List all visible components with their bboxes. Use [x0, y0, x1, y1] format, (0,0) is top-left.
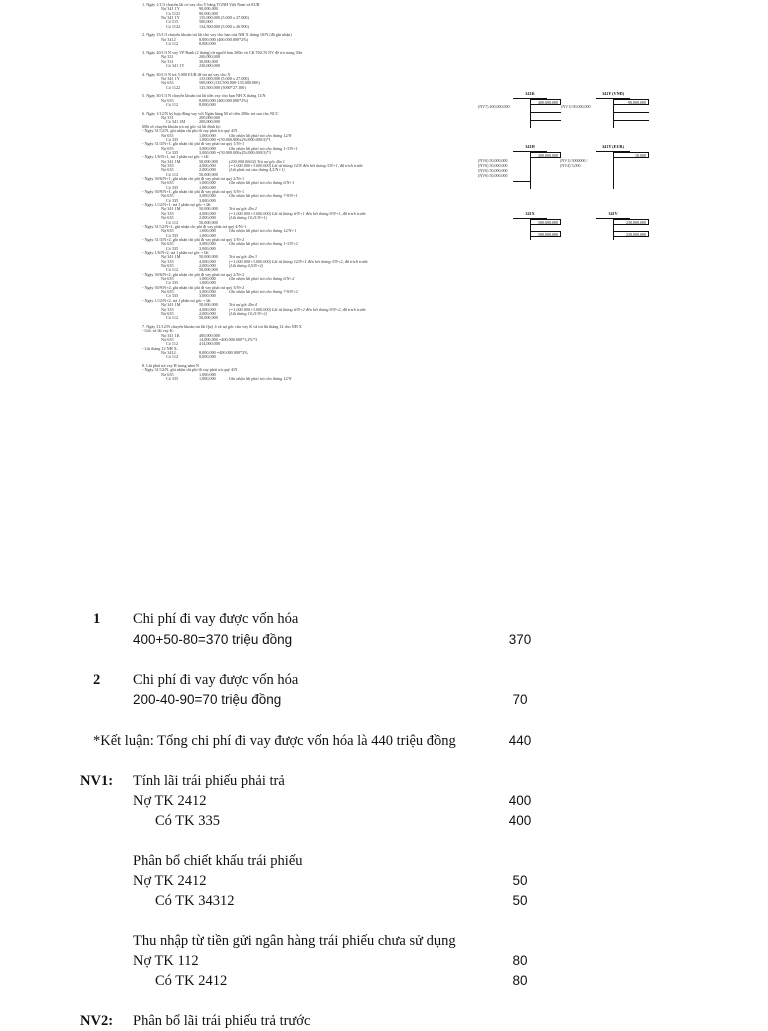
debit-account: Nợ TK 2412	[133, 873, 207, 889]
journal-comment: Trả nợ gốc lần 3	[229, 254, 257, 260]
journal-amount: 56,000,000	[199, 267, 218, 273]
journal-amount: 4,000,000	[199, 210, 216, 216]
journal-account: Có 335	[166, 184, 179, 190]
t-account-balance: 500,000,000	[530, 219, 561, 225]
journal-account: Có 335	[166, 245, 179, 251]
journal-account: - Ngày 31/12/N+1, ghi nhận chi phí đi vay phải trả quý 4/N+1	[142, 223, 247, 229]
journal-account: Có 112	[166, 315, 179, 321]
t-account-341y-eur	[596, 144, 646, 189]
journal-account: - Ngày 30/6/N+2, ghi nhận chi phí đi vay phải trả quý 2/N+2	[142, 271, 245, 277]
journal-account: 5. Ngày 30/1/3 N chuyển khoản trả lãi tiền vay cho bạn NH X tháng 11/N	[142, 93, 266, 99]
journal-amount: 1,000,000	[199, 280, 216, 286]
journal-amount: 90,000,000	[199, 6, 218, 12]
journal-amount: 50,000,000	[199, 254, 218, 260]
entry-title: Phân bổ lãi trái phiếu trả trước	[133, 1013, 311, 1029]
journal-comment: Trả nợ gốc lần 4	[229, 302, 257, 308]
journal-comment: Ghi nhận lãi phải trả cho tháng 1-3/N+2	[229, 241, 298, 247]
journal-comment: (=1.000.000+3.000.000) Lãi từ tháng 12/N+1 đến hết tháng 3/N+2, đã trích trước	[229, 258, 369, 264]
journal-amount: 3,000,000	[199, 241, 216, 247]
journal-account: 4. Ngày 30/1/3 N trả 5.000 EUR để trả nợ vay cho X	[142, 71, 231, 77]
journal-account: Có 112	[166, 41, 179, 47]
journal-account: - Ngày 30/9/N+1, ghi nhận chi phí đi vay phải trả quý 3/N+1	[142, 189, 245, 195]
journal-amount: 90,000,000	[199, 10, 218, 16]
journal-amount: 50,000,000	[199, 206, 218, 212]
t-account-balance: 90,000,000	[613, 99, 649, 105]
section-amount: 370	[508, 632, 532, 647]
journal-amount: 500,000	[199, 19, 213, 25]
t-account-balance-2: 230,000,000	[613, 231, 649, 237]
journal-account: Nợ 341 1M	[161, 206, 181, 212]
journal-amount: 200,000,000	[199, 119, 220, 125]
journal-account: Nợ 635	[161, 167, 174, 173]
credit-account: Có TK 34312	[155, 893, 235, 909]
journal-amount: 200,000,000	[199, 54, 220, 60]
journal-account: Có 112	[166, 102, 179, 108]
debit-amount: 400	[508, 793, 532, 808]
journal-account: Có 341 1M	[166, 119, 186, 125]
journal-amount: 4,000,000	[199, 258, 216, 264]
journal-account: Có 335	[166, 293, 179, 299]
debit-account: Nợ TK 2412	[133, 793, 207, 809]
journal-account: Có 335	[166, 149, 179, 155]
nv2-label: NV2:	[80, 1013, 114, 1029]
journal-account: Nợ 635	[161, 132, 174, 138]
journal-amount: 1,000,000	[199, 371, 216, 377]
journal-account: - Ngày 1/12/N+1, trả 1 phần nợ gốc + lãi	[142, 202, 211, 208]
journal-account: Có 1121	[166, 10, 181, 16]
journal-account: Nợ 341 1Y	[161, 6, 180, 12]
journal-amount: 200,000,000	[199, 115, 220, 121]
t-account-title: 341H	[525, 144, 535, 149]
journal-account: Nợ 635	[161, 145, 174, 151]
journal-amount: 8,000,000 (400.000.000*2%)	[199, 97, 249, 103]
conclusion-text: *Kết luận: Tổng chi phí đi vay được vốn hóa là 440 triệu đồng	[93, 733, 456, 749]
journal-account: Có 335	[166, 280, 179, 286]
journal-account: Nợ 341 1M	[161, 158, 181, 164]
journal-comment: Ghi nhận lãi phải trả cho tháng 7-9/N+1	[229, 193, 298, 199]
journal-account: Có 341 1V	[166, 62, 185, 68]
journal-account: Nợ 635	[161, 276, 174, 282]
journal-comment: Trả nợ gốc lần 2	[229, 206, 257, 212]
journal-account: Có 112	[166, 354, 179, 360]
journal-comment: Ghi nhận lãi phải trả cho tháng 12/N	[229, 132, 292, 138]
journal-account: Nợ 331	[161, 58, 174, 64]
credit-account: Có TK 335	[155, 813, 220, 829]
journal-amount: 1,000,000	[199, 180, 216, 186]
journal-account: 6. Ngày 1/12/N ký hợp đồng vay với Ngân hàng M số tiền 200tr trả sau cho NCC	[142, 110, 279, 116]
journal-account: Nợ 635	[161, 228, 174, 234]
journal-amount: 414,000,000	[199, 341, 220, 347]
t-account-title: 341V	[608, 211, 618, 216]
journal-comment: (Lãi tháng 4,5/N+2)	[229, 263, 264, 268]
journal-comment: (Lãi tháng 10,11/N+1)	[229, 215, 267, 221]
section-title: Chi phí đi vay được vốn hóa	[133, 611, 299, 627]
journal-account: - Gốc và lãi vay K:	[142, 328, 174, 334]
journal-comment: (Lãi phát trả của tháng 4,5/N+1)	[229, 167, 285, 173]
journal-amount: 30,000,000	[199, 58, 218, 64]
journal-amount: 135,000,000 (5.000 x 27.000)	[199, 15, 249, 21]
journal-amount: 1,000,000	[199, 228, 216, 234]
journal-account: Nợ 331	[161, 54, 174, 60]
journal-amount: 1,000,000	[199, 184, 216, 190]
journal-amount: 3,000,000	[199, 197, 216, 203]
journal-account: Có 112	[166, 171, 179, 177]
credit-amount: 50	[512, 893, 528, 908]
t-account-note: (NV7) 400,000,000	[478, 104, 510, 109]
journal-amount: 1,000,000	[199, 376, 216, 382]
journal-amount: 1,000,000 =(50.000.000x2%/000,000/3)*1	[199, 136, 271, 142]
journal-account: Có 335	[166, 376, 179, 382]
journal-amount: 134,500,000 (5.000 x 26.900)	[199, 23, 249, 29]
journal-account: Nợ 635	[161, 97, 174, 103]
journal-comment: Ghi nhận lãi phải trả cho tháng 12/N+1	[229, 228, 297, 234]
journal-amount: 1,000,000	[199, 232, 216, 238]
journal-account: 7. Ngày 31/12/N chuyển khoản trả lãi Quý 4 và nợ gốc cho vay K và trả lãi tháng 12 cho NH X	[142, 323, 302, 329]
t-account-balance: 230,000,000	[613, 219, 649, 225]
credit-account: Có TK 2412	[155, 973, 228, 989]
t-account-341y-vnd	[596, 91, 646, 128]
journal-account: 8. Lãi phải trả vay H trong năm N	[142, 363, 199, 369]
journal-account: Nợ 341 1M	[161, 302, 181, 308]
entry-title: Phân bổ chiết khấu trái phiếu	[133, 853, 303, 869]
journal-account: Nợ 335	[161, 258, 174, 264]
journal-amount: 2,000,000	[199, 215, 216, 221]
section-number: 1	[93, 611, 101, 627]
journal-account: Nợ 635	[161, 180, 174, 186]
journal-amount: 135,000,000 (5.000 x 27.000)	[199, 75, 249, 81]
journal-amount: 8,000,000	[199, 41, 216, 47]
journal-amount: 4,000,000	[199, 306, 216, 312]
journal-account: 1. Ngày 1/1/3 chuyển lãi cơ vay cho Y bằng TGNH Việt Nam và EUR	[142, 2, 260, 7]
entry-title: Tính lãi trái phiếu phải trả	[133, 773, 285, 789]
journal-comment: (=1.000.000+3.000.000) Lãi từ tháng 6/N+2 đến hết tháng 9/N+2, đã trích trước	[229, 306, 366, 312]
journal-account: Nợ 335	[161, 162, 174, 168]
journal-account: 3. Ngày 20/1/3 N vay VP Bank (2 tháng) từ người bán 200tr và CK TKCN NV để trả trong 30tr	[142, 49, 303, 55]
journal-account: Nợ 341 1K	[161, 332, 180, 338]
t-account-balance: 10,000	[613, 152, 649, 158]
t-account-341v	[596, 211, 646, 240]
debit-account: Nợ TK 112	[133, 953, 199, 969]
journal-account: - Ngày 31/12/N, ghi nhận chi phí đi vay phải trả quý 4/N	[142, 367, 238, 373]
debit-amount: 80	[512, 953, 528, 968]
journal-amount: 2,000,000	[199, 263, 216, 268]
journal-amount: 135,500,000 (5000*27.100)	[199, 84, 246, 90]
t-account-note: (NV1) 90,000,000	[561, 104, 591, 109]
journal-amount: 3,000,000 =(50.000.000x2%/000,000/3)*3	[199, 149, 271, 155]
section-title: Chi phí đi vay được vốn hóa	[133, 672, 299, 688]
journal-amount: 230,000,000	[199, 62, 220, 68]
t-account-note: (NV1) 5000000 / (NV4) 5,000	[560, 158, 588, 168]
journal-account: Nợ 341 1Y	[161, 15, 180, 21]
journal-account: Nợ 335	[161, 210, 174, 216]
journal-account: Mỗi số chuyển khoản trả nợ gốc và lãi định kỳ:	[142, 123, 222, 129]
credit-amount: 80	[512, 973, 528, 988]
journal-amount: 1,000,000	[199, 276, 216, 282]
journal-account: - Ngày 31/3/N+1, ghi nhận chi phí đi vay phải trả quý 1/N+1	[142, 141, 245, 147]
journal-amount: 50,000,000	[199, 158, 218, 164]
debit-amount: 50	[512, 873, 528, 888]
journal-account: Nợ 635	[161, 80, 174, 86]
journal-account: Nợ 3412	[161, 350, 176, 355]
t-account-balance-2: 500,000,000	[530, 231, 561, 237]
journal-account: Có 335	[166, 136, 179, 142]
journal-amount: 3,000,000	[199, 193, 216, 199]
journal-amount: 8,000,000 =400.000.000*2%	[199, 350, 248, 355]
journal-account: - Ngày 1/12/N+2, trả 1 phần nợ gốc + lãi	[142, 297, 211, 303]
journal-comment: (=1.000.000+3.000.000) Lãi từ tháng 6/N+1 đến hết tháng 9/N+1, đã trích trước	[229, 210, 366, 216]
nv1-label: NV1:	[80, 773, 114, 789]
journal-amount: 3,000,000	[199, 293, 216, 299]
journal-account: Có 1122	[166, 23, 181, 29]
journal-amount: 1,000,000	[199, 132, 216, 138]
journal-account: Nợ 635	[161, 193, 174, 199]
journal-account: - Ngày 30/9/N+2, ghi nhận chi phí đi vay phải trả quý 3/N+2	[142, 284, 245, 290]
journal-account: Nợ 3412	[161, 36, 176, 42]
journal-account: Có 335	[166, 232, 179, 238]
section-number: 2	[93, 672, 101, 688]
journal-account: Nợ 335	[161, 306, 174, 312]
journal-account: Nợ 635	[161, 371, 174, 377]
journal-comment: Ghi nhận lãi phải trả cho tháng 7-9/N+2	[229, 289, 298, 295]
journal-account: Có 335	[166, 197, 179, 203]
journal-account: 2. Ngày 15/1/3 chuyển khoản trả lãi cho vay cho bạn của NH X tháng 10/N (đã ghi nhận)	[142, 32, 292, 38]
journal-account: Nợ 635	[161, 310, 174, 316]
journal-account: Nợ 341 1Y	[161, 75, 180, 81]
journal-amount: 56,000,000	[199, 171, 218, 177]
t-account-341x	[513, 211, 558, 240]
journal-account: Nợ 635	[161, 263, 174, 268]
t-account-341h	[513, 144, 558, 189]
t-account-341k	[513, 91, 558, 128]
credit-amount: 400	[508, 813, 532, 828]
t-account-title: 341Y (EUR)	[602, 144, 624, 149]
journal-amount: 3,000,000	[199, 245, 216, 251]
journal-account: Có 112	[166, 219, 179, 225]
section-calc: 400+50-80=370 triệu đồng	[133, 632, 293, 647]
journal-comment: (200.000.000/4) Trả nợ gốc lần 1	[229, 158, 285, 164]
journal-amount: 400,000,000	[199, 332, 220, 338]
solution-area	[0, 600, 768, 1029]
journal-account: Nợ 331	[161, 115, 174, 121]
journal-amount: 2,000,000	[199, 167, 216, 173]
section-calc: 200-40-90=70 triệu đồng	[133, 692, 282, 707]
journal-account: Nợ 635	[161, 289, 174, 295]
journal-amount: 56,000,000	[199, 315, 218, 321]
journal-account: - Ngày 31/12/N, ghi nhận chi phí đi vay phải trả quý 4/N	[142, 128, 238, 134]
journal-amount: 56,000,000	[199, 219, 218, 225]
journal-line	[166, 376, 291, 381]
t-account-balance: 200,000,000	[530, 152, 561, 158]
journal-account: - Ngày 1/6/N+2, trả 1 phần nợ gốc + lãi	[142, 249, 209, 255]
journal-account: - Ngày 30/6/N+1, ghi nhận chi phí đi vay phải trả quý 2/N+1	[142, 176, 245, 181]
journal-comment: (=1.000.000+3.000.000) Lãi từ tháng 12/N đến hết tháng 3/N+1, đã trích trước	[229, 162, 364, 168]
journal-amount: 8,000,000	[199, 354, 216, 360]
journal-comment: (Lãi tháng 10,11/N+2)	[229, 310, 267, 316]
journal-account: Nợ 635	[161, 215, 174, 221]
section-amount: 70	[512, 692, 528, 707]
t-account-title: 341K	[525, 91, 535, 96]
journal-comment: Ghi nhận lãi phải trả cho tháng 6/N+1	[229, 180, 295, 186]
journal-amount: 50,000,000	[199, 302, 218, 308]
journal-account: Có 112	[166, 341, 179, 347]
t-account-title: 341X	[525, 211, 535, 216]
journal-account: Nợ 341 1M	[161, 254, 181, 260]
journal-amount: 3,000,000	[199, 289, 216, 295]
journal-amount: 2,000,000	[199, 310, 216, 316]
journal-amount: 8,000,000 (400.000.000*2%)	[199, 36, 249, 42]
journal-amount: 8,000,000	[199, 102, 216, 108]
t-account-title: 341Y (VND)	[601, 91, 625, 96]
journal-account: - Ngày 1/6/N+1, trả 1 phần nợ gốc + lãi	[142, 154, 209, 160]
t-account-balance: 400,000,000	[530, 99, 561, 105]
t-account-side-notes: (NV6) 50,000,000 (NV6) 50,000,000 (NV6) 50,000,000 (NV6) 50,000,000	[478, 158, 508, 178]
journal-account: Có 515	[166, 19, 179, 25]
journal-account: Có 112	[166, 267, 179, 273]
journal-comment: Ghi nhận lãi phải trả cho tháng 1-3/N+1	[229, 145, 298, 151]
journal-comment: Ghi nhận lãi phải trả cho tháng 6/N+2	[229, 276, 295, 282]
journal-account: - Ngày 31/3/N+2, ghi nhận chi phí đi vay phải trả quý 1/N+2	[142, 236, 245, 242]
journal-account: - Lãi tháng 12 NH X:	[142, 345, 178, 351]
journal-comment: Ghi nhận lãi phải trả cho tháng 12/N	[229, 376, 292, 382]
conclusion-amount: 440	[508, 733, 532, 748]
journal-account: Nợ 635	[161, 336, 174, 342]
journal-amount: 4,000,000	[199, 162, 216, 168]
entry-title: Thu nhập từ tiền gửi ngân hàng trái phiếu chưa sử dụng	[133, 933, 456, 949]
journal-amount: 3,000,000	[199, 145, 216, 151]
journal-account: Nợ 635	[161, 241, 174, 247]
journal-amount: 14,000,000 =400.000.000*1,2%*3	[199, 336, 258, 342]
journal-amount: 500,000 (135.500.000-135.000.000)	[199, 80, 260, 86]
journal-account: Có 1122	[166, 84, 181, 90]
